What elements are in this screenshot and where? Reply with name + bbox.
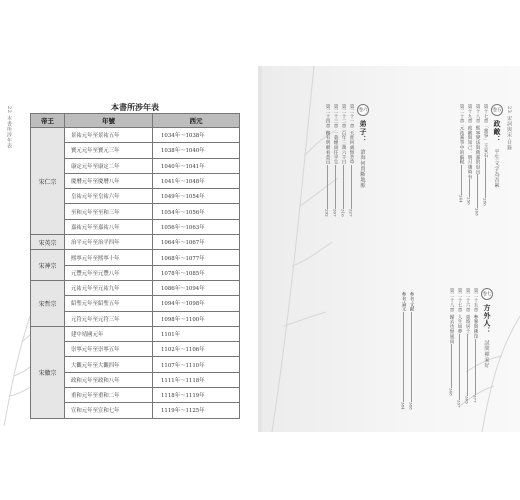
toc-part-5 (456, 104, 503, 216)
chapter-22[interactable]: 第二十二章 百年三萬六千日 316 (340, 104, 346, 217)
toc-part-7 (446, 288, 493, 408)
ce-cell: 1049年～1054年 (153, 189, 240, 204)
emperor-cell: 宋神宗 (31, 250, 65, 281)
chapter-27[interactable]: 第二十七章 人生如夢 357 (456, 288, 462, 408)
ce-cell: 1102年～1106年 (153, 342, 240, 357)
chapter-18[interactable]: 第十八章 熙寧變法與舊黨的退出 268 (474, 104, 480, 217)
part-subtitle-6: 滄海何曾斷地脈 (359, 148, 366, 189)
part-badge-5: 卷五 (491, 104, 503, 116)
appendix-references[interactable]: 參考文獻 388 (408, 292, 414, 410)
era-cell: 元豐元年至元豐八年 (65, 265, 153, 280)
table-row (31, 250, 240, 265)
chapter-page: 256 (466, 197, 472, 205)
era-cell: 嘉祐元年至嘉祐八年 (65, 219, 153, 234)
chapter-page: 365 (464, 395, 470, 404)
era-cell: 慶曆元年至慶曆八年 (65, 173, 153, 188)
toc-appendix (398, 292, 414, 409)
ce-cell: 1064年～1067年 (153, 235, 240, 250)
ce-cell: 1094年～1098年 (153, 296, 240, 311)
chapter-page: 286 (482, 197, 488, 206)
part-badge-7: 卷七 (481, 288, 493, 300)
era-cell: 建中靖國元年 (65, 326, 153, 341)
part-subtitle-5: 平生文字為吾累 (493, 148, 500, 189)
chapter-page: 348 (448, 387, 454, 396)
chapter-28[interactable]: 第二十八章 歸去也無風雨 348 (448, 288, 454, 396)
ce-cell: 1119年～1125年 (153, 403, 240, 418)
header-ce: 西元 (153, 114, 240, 128)
chapter-page: 377 (472, 394, 478, 403)
ce-cell: 1041年～1048年 (153, 173, 240, 188)
left-running-head: 22 本書所涉年表 (6, 106, 12, 149)
era-cell: 熙寧元年至熙寧十年 (65, 250, 153, 265)
table-title: 本書所涉年表 (111, 102, 159, 112)
emperor-cell: 宋徽宗 (31, 326, 65, 418)
chapter-23[interactable]: 第二十三章 一蓑煙雨任平生 307 (332, 104, 338, 217)
era-cell: 康定元年至康定二年 (65, 158, 153, 173)
era-cell: 重和元年至重和二年 (65, 388, 153, 403)
chapter-page: 292 (324, 208, 330, 217)
chapter-19[interactable]: 第十九章 政敵與知己：明月幾時有 256 (466, 104, 472, 205)
era-cell: 元祐元年至元祐九年 (65, 280, 153, 295)
table-row (31, 128, 240, 143)
emperor-cell: 宋仁宗 (31, 128, 65, 235)
toc-part-6 (322, 104, 369, 216)
ce-cell: 1056年～1063年 (153, 219, 240, 234)
ce-cell: 1078年～1085年 (153, 265, 240, 280)
ce-cell: 1040年～1041年 (153, 158, 240, 173)
chapter-26[interactable]: 第二十六章 東坡居士 365 (464, 288, 470, 404)
ce-cell: 1118年～1119年 (153, 388, 240, 403)
era-cell: 元符元年至元符三年 (65, 311, 153, 326)
era-cell: 治平元年至治平四年 (65, 235, 153, 250)
chapter-page: 327 (348, 208, 354, 217)
ce-cell: 1038年～1040年 (153, 143, 240, 158)
chapter-page: 244 (458, 194, 464, 203)
appendix-papers[interactable]: 參考論文 384 (400, 292, 406, 410)
ce-cell: 1111年～1118年 (153, 372, 240, 387)
ce-cell: 1034年～1038年 (153, 128, 240, 143)
chapter-24[interactable]: 第二十四章 賴有明朝看莫山 292 (324, 104, 330, 217)
part-title-5: 政敵： (493, 120, 502, 143)
chapter-20[interactable]: 第二十章 元祐黨爭中的蘇軾 244 (458, 104, 464, 203)
table-row (31, 280, 240, 295)
table-header-row (31, 114, 240, 128)
chapter-page: 388 (408, 401, 414, 410)
part-title-6: 弟子： (359, 120, 368, 143)
part-title-7: 方外人： (483, 304, 492, 335)
table-row (31, 326, 240, 341)
header-era: 年號 (65, 114, 153, 128)
chapter-21[interactable]: 第二十一章 天涯何處無芳草 327 (348, 104, 354, 217)
chronology-table (30, 113, 240, 419)
part-subtitle-7: 試問禪家好 (483, 340, 490, 369)
right-page (262, 66, 520, 432)
era-cell: 皇祐元年至皇祐六年 (65, 189, 153, 204)
era-cell: 至和元年至至和三年 (65, 204, 153, 219)
chapter-page: 268 (474, 208, 480, 217)
ce-cell: 1068年～1077年 (153, 250, 240, 265)
era-cell: 政和元年至政和八年 (65, 372, 153, 387)
era-cell: 寶元元年至寶元三年 (65, 143, 153, 158)
chapter-25[interactable]: 第二十五章 參寥與佛印 377 (472, 288, 478, 403)
era-cell: 宣和元年至宣和七年 (65, 403, 153, 418)
era-cell: 大觀元年至大觀四年 (65, 357, 153, 372)
era-cell: 崇寧元年至崇寧五年 (65, 342, 153, 357)
ce-cell: 1101年 (153, 326, 240, 341)
ce-cell: 1054年～1056年 (153, 204, 240, 219)
era-cell: 景祐元年至景祐五年 (65, 128, 153, 143)
era-cell: 紹聖元年至紹聖五年 (65, 296, 153, 311)
chapter-page: 357 (456, 399, 462, 408)
chapter-page: 316 (340, 208, 346, 217)
chapter-page: 307 (332, 208, 338, 217)
ce-cell: 1107年～1110年 (153, 357, 240, 372)
emperor-cell: 宋英宗 (31, 235, 65, 250)
ce-cell: 1086年～1094年 (153, 280, 240, 295)
left-page (0, 66, 258, 432)
header-emperor: 帝王 (31, 114, 65, 128)
chapter-17[interactable]: 第十七章「黨爭」王安石 286 (482, 104, 488, 206)
ce-cell: 1098年～1100年 (153, 311, 240, 326)
part-badge-6: 卷六 (357, 104, 369, 116)
table-row (31, 235, 240, 250)
emperor-cell: 宋哲宗 (31, 280, 65, 326)
right-running-head: 23 宋詞與宋·目錄 (506, 106, 512, 151)
chapter-page: 384 (400, 401, 406, 410)
